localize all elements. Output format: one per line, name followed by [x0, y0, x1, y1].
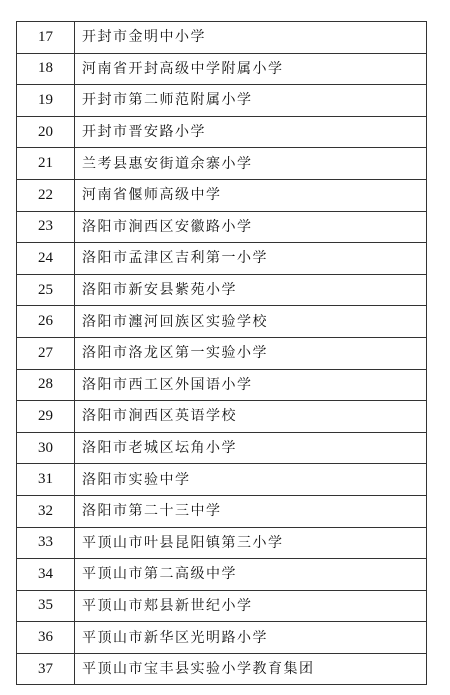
school-name: 洛阳市洛龙区第一实验小学: [75, 337, 427, 369]
table-row: [17, 432, 427, 464]
table-row: [17, 179, 427, 211]
school-name: 河南省开封高级中学附属小学: [75, 53, 427, 85]
row-number: 20: [17, 116, 75, 148]
table-row: [17, 369, 427, 401]
school-name: 洛阳市瀍河回族区实验学校: [75, 306, 427, 338]
row-number: 21: [17, 148, 75, 180]
school-name: 洛阳市第二十三中学: [75, 495, 427, 527]
table-row: [17, 495, 427, 527]
table-row: [17, 211, 427, 243]
table-row: [17, 337, 427, 369]
row-number: 27: [17, 337, 75, 369]
school-list-body: [17, 22, 427, 685]
row-number: 30: [17, 432, 75, 464]
row-number: 31: [17, 464, 75, 496]
school-name: 平顶山市第二高级中学: [75, 559, 427, 591]
school-name: 洛阳市实验中学: [75, 464, 427, 496]
table-row: [17, 116, 427, 148]
school-name: 河南省偃师高级中学: [75, 179, 427, 211]
table-row: [17, 53, 427, 85]
school-name: 洛阳市老城区坛角小学: [75, 432, 427, 464]
school-name: 洛阳市孟津区吉利第一小学: [75, 243, 427, 275]
table-row: [17, 274, 427, 306]
school-name: 洛阳市涧西区安徽路小学: [75, 211, 427, 243]
school-name: 兰考县惠安街道余寨小学: [75, 148, 427, 180]
table-row: [17, 622, 427, 654]
row-number: 28: [17, 369, 75, 401]
row-number: 24: [17, 243, 75, 275]
row-number: 34: [17, 559, 75, 591]
school-list-table: [16, 21, 427, 685]
row-number: 18: [17, 53, 75, 85]
row-number: 32: [17, 495, 75, 527]
table-row: [17, 653, 427, 685]
table-row: [17, 22, 427, 54]
row-number: 29: [17, 401, 75, 433]
table-row: [17, 306, 427, 338]
school-name: 洛阳市涧西区英语学校: [75, 401, 427, 433]
school-list-table-wrapper: [16, 21, 426, 685]
school-name: 开封市第二师范附属小学: [75, 85, 427, 117]
row-number: 25: [17, 274, 75, 306]
table-row: [17, 148, 427, 180]
table-row: [17, 559, 427, 591]
row-number: 19: [17, 85, 75, 117]
row-number: 23: [17, 211, 75, 243]
row-number: 37: [17, 653, 75, 685]
school-name: 开封市晋安路小学: [75, 116, 427, 148]
school-name: 平顶山市新华区光明路小学: [75, 622, 427, 654]
school-name: 平顶山市叶县昆阳镇第三小学: [75, 527, 427, 559]
row-number: 35: [17, 590, 75, 622]
school-name: 平顶山市宝丰县实验小学教育集团: [75, 653, 427, 685]
row-number: 22: [17, 179, 75, 211]
table-row: [17, 527, 427, 559]
row-number: 36: [17, 622, 75, 654]
row-number: 17: [17, 22, 75, 54]
row-number: 33: [17, 527, 75, 559]
table-row: [17, 401, 427, 433]
table-row: [17, 243, 427, 275]
school-name: 洛阳市新安县紫苑小学: [75, 274, 427, 306]
table-row: [17, 464, 427, 496]
table-row: [17, 590, 427, 622]
school-name: 平顶山市郏县新世纪小学: [75, 590, 427, 622]
table-row: [17, 85, 427, 117]
school-name: 洛阳市西工区外国语小学: [75, 369, 427, 401]
row-number: 26: [17, 306, 75, 338]
school-name: 开封市金明中小学: [75, 22, 427, 54]
